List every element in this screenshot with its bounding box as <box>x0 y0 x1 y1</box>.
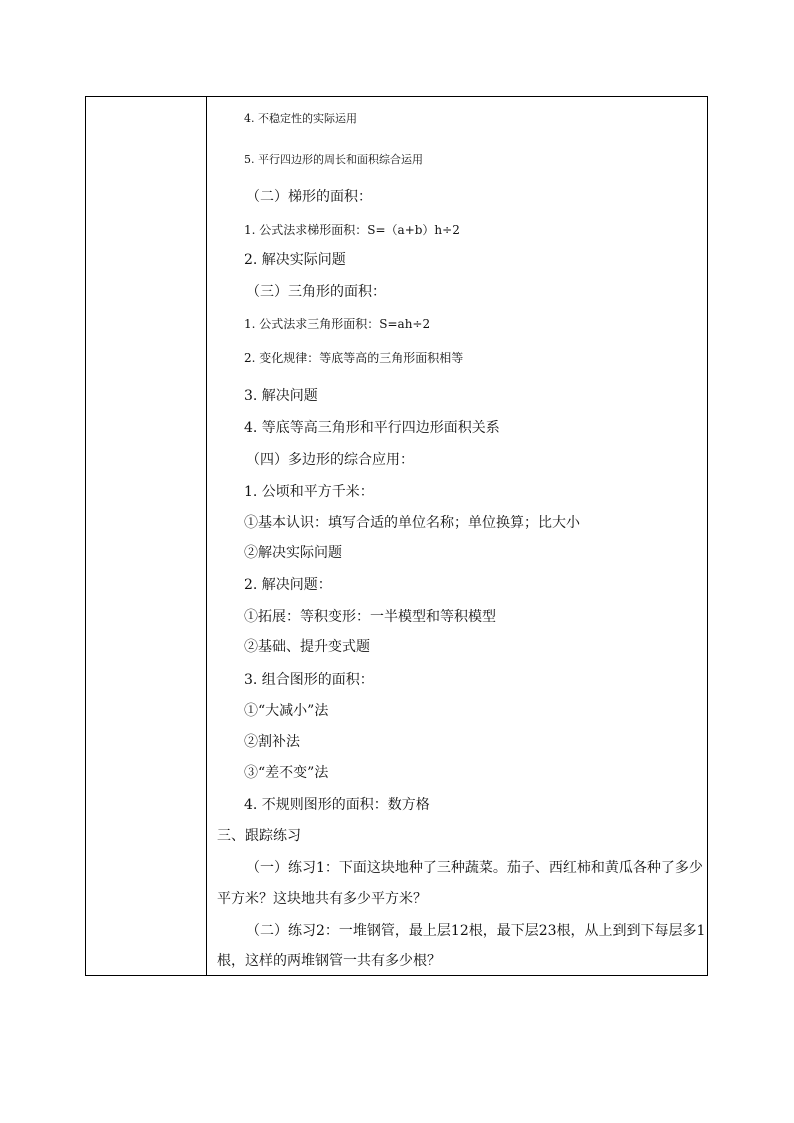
section-heading-trapezoid: （二）梯形的面积： <box>246 189 372 205</box>
outline-item-parallelogram-perimeter-area: 5. 平行四边形的周长和面积综合运用 <box>244 153 423 166</box>
outline-item-basic-knowledge: ①基本认识：填写合适的单位名称；单位换算；比大小 <box>244 515 580 531</box>
section-heading-polygon: （四）多边形的综合应用： <box>246 452 414 468</box>
table-column-divider <box>206 97 207 975</box>
outline-item-trapezoid-practice: 2. 解决实际问题 <box>244 252 346 268</box>
outline-item-practical-problems: ②解决实际问题 <box>244 545 342 561</box>
section-heading-triangle: （三）三角形的面积： <box>246 284 386 300</box>
outline-item-triangle-formula: 1. 公式法求三角形面积：S=ah÷2 <box>244 317 431 331</box>
table-left-cell <box>86 97 206 975</box>
exercise-2-line-2: 根，这样的两堆钢管一共有多少根？ <box>217 953 441 969</box>
outline-item-composite-area: 3. 组合图形的面积： <box>244 672 374 688</box>
exercise-2-line-1: （二）练习2：一堆钢管，最上层12根，最下层23根，从上到到下每层多1 <box>246 923 706 939</box>
outline-item-hectare: 1. 公顷和平方千米： <box>244 484 374 500</box>
outline-item-cut-fill-method: ②割补法 <box>244 734 300 750</box>
outline-item-subtract-method: ①“大减小”法 <box>244 703 329 719</box>
outline-item-basic-exercises: ②基础、提升变式题 <box>244 639 370 655</box>
section-heading-practice: 三、跟踪练习 <box>217 828 301 844</box>
outline-item-triangle-rule: 2. 变化规律：等底等高的三角形面积相等 <box>244 351 464 365</box>
outline-item-constant-difference: ③“差不变”法 <box>244 765 329 781</box>
outline-item-trapezoid-formula: 1. 公式法求梯形面积：S=（a+b）h÷2 <box>244 223 460 237</box>
exercise-1-line-2: 平方米？这块地共有多少平方米？ <box>217 891 427 907</box>
outline-item-triangle-parallelogram-relation: 4. 等底等高三角形和平行四边形面积关系 <box>244 420 500 436</box>
outline-item-triangle-problems: 3. 解决问题 <box>244 388 318 404</box>
content-table <box>85 96 708 976</box>
exercise-1-line-1: （一）练习1：下面这块地种了三种蔬菜。茄子、西红柿和黄瓜各种了多少 <box>246 860 703 876</box>
outline-item-extension: ①拓展：等积变形：一半模型和等积模型 <box>244 609 496 625</box>
outline-item-instability: 4. 不稳定性的实际运用 <box>244 112 357 125</box>
outline-item-solve-problems: 2. 解决问题： <box>244 577 332 593</box>
outline-item-irregular-area: 4. 不规则图形的面积：数方格 <box>244 797 430 813</box>
